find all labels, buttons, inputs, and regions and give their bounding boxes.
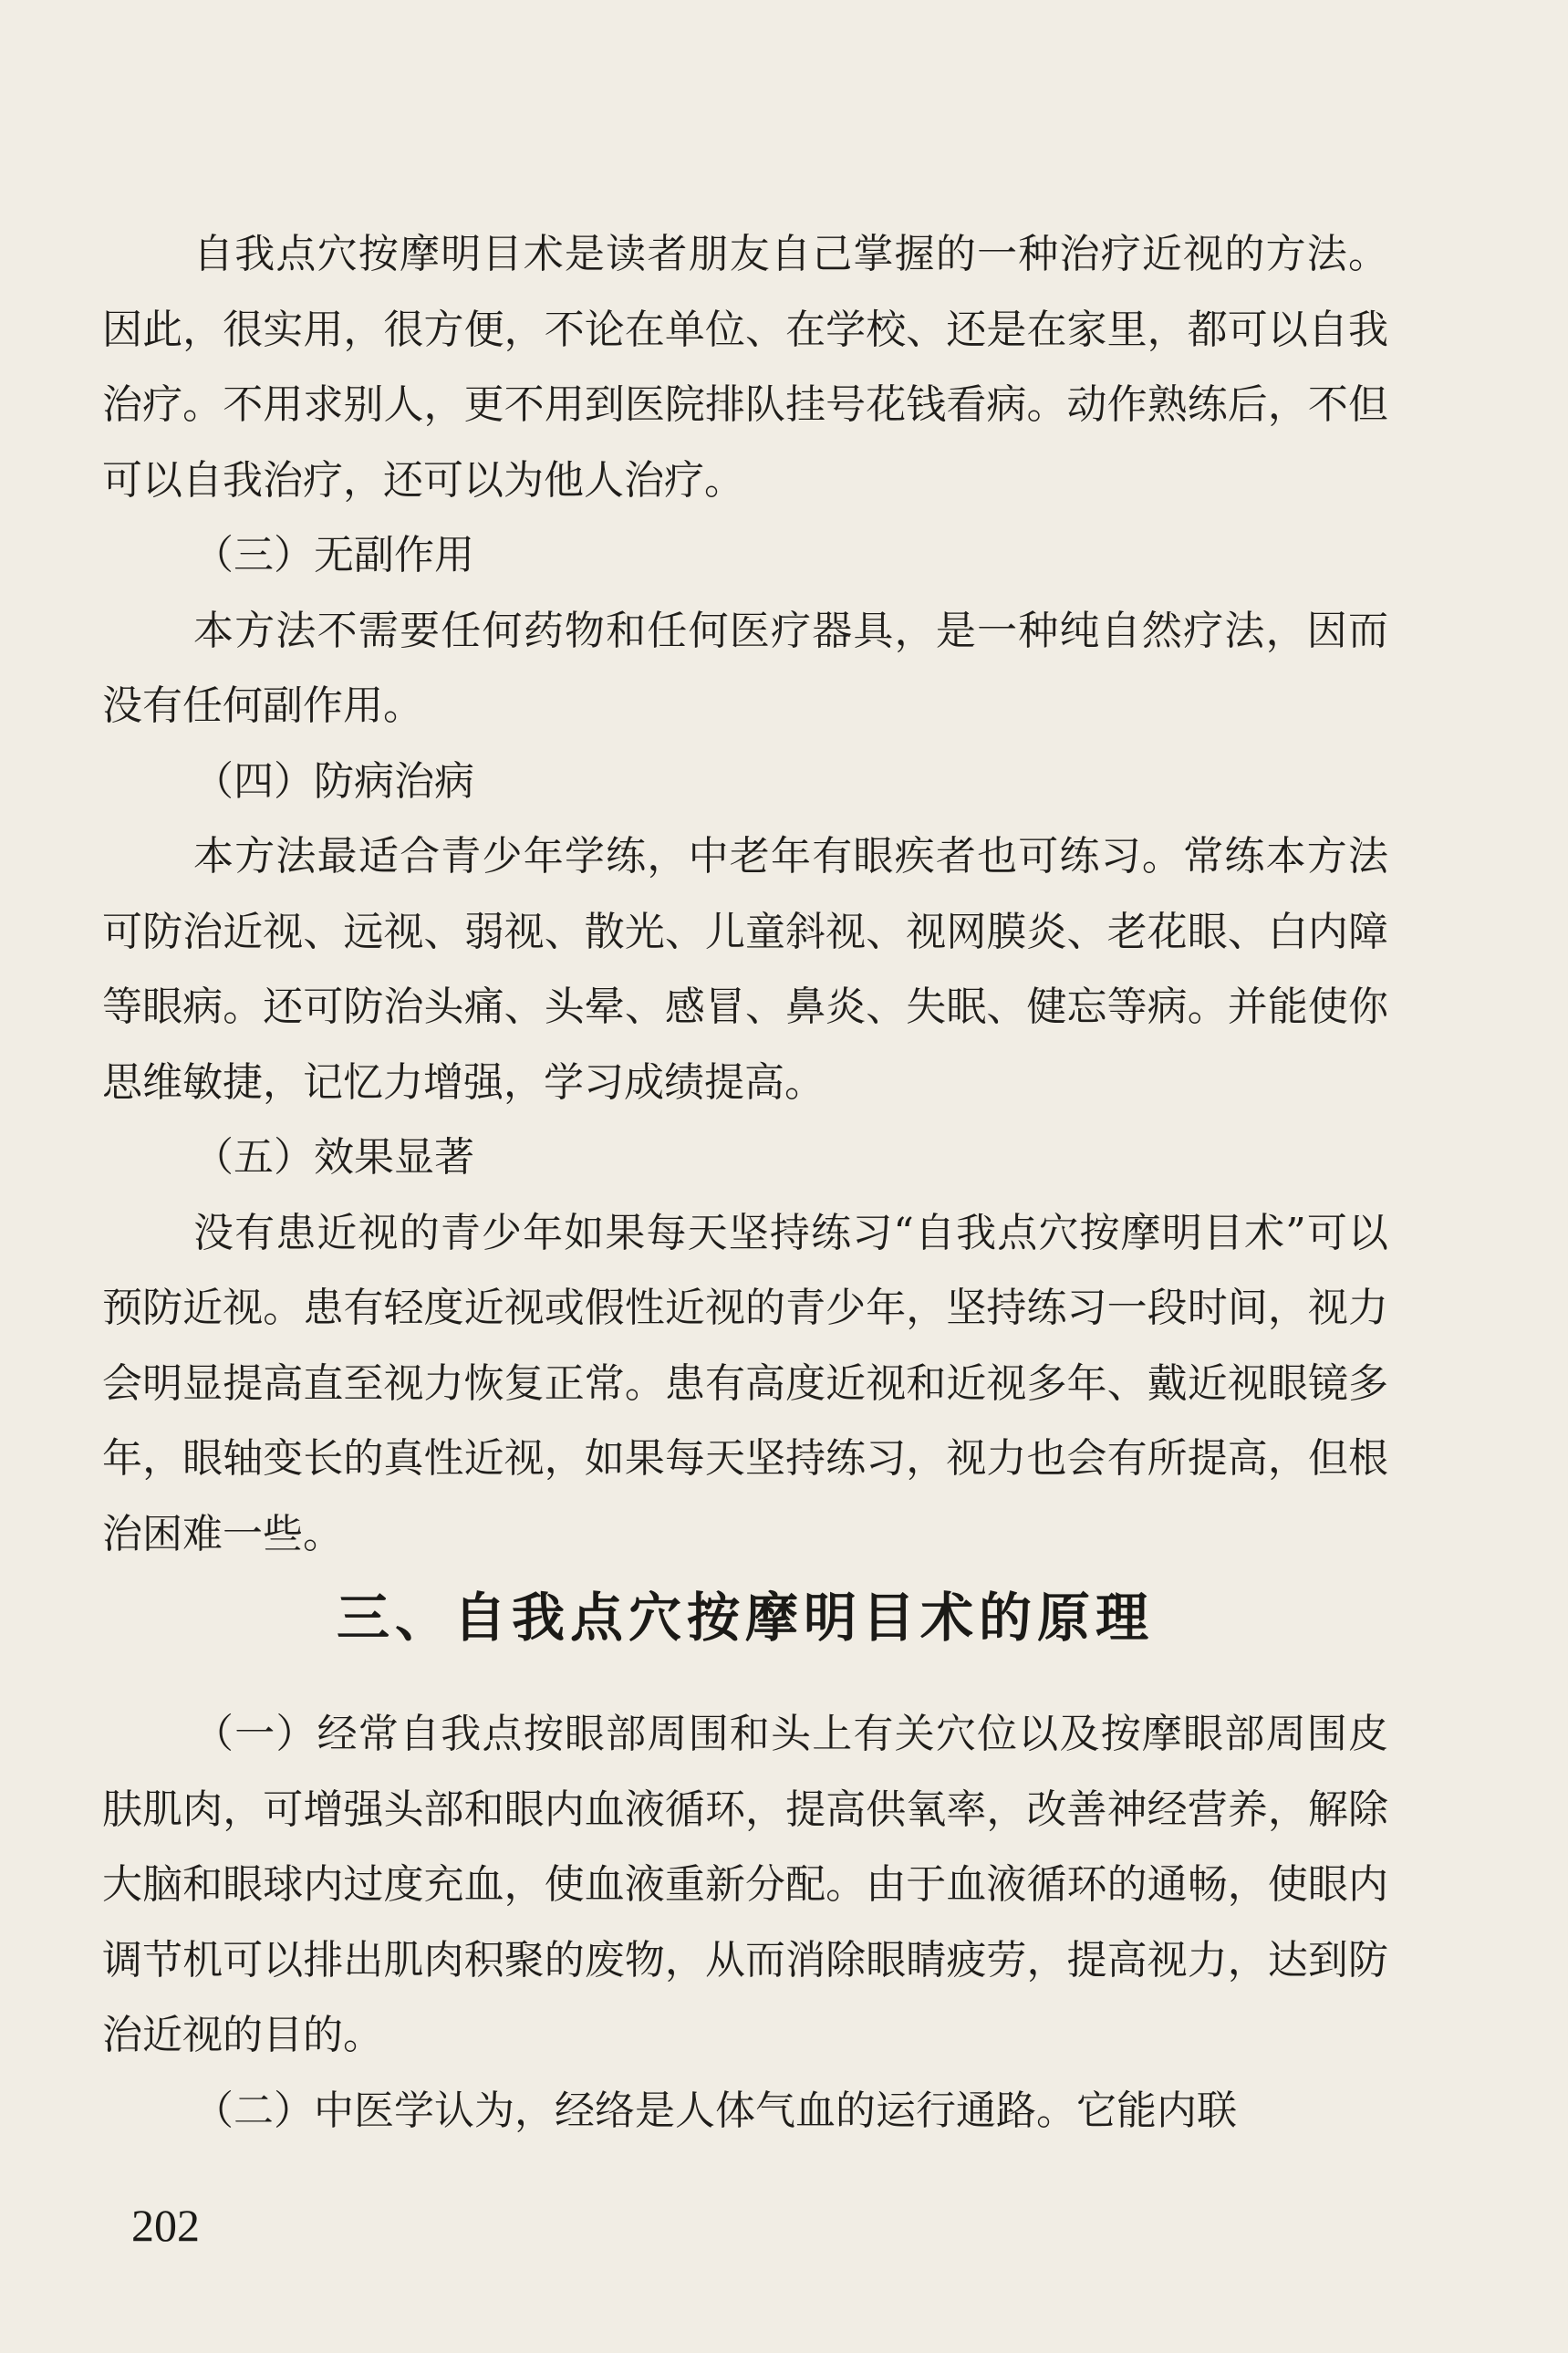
body-text-top [102, 217, 1388, 1572]
body-text-bottom [102, 1697, 1388, 2149]
paragraph: 自我点穴按摩明目术是读者朋友自己掌握的一种治疗近视的方法。因此，很实用，很方便，不论在单位、在学校、还是在家里，都可以自我治疗。不用求别人，更不用到医院排队挂号花钱看病。动作熟练后，不但可以自我治疗，还可以为他人治疗。 [102, 231, 1388, 504]
subheading: （三）无副作用 [193, 532, 474, 578]
page-number: 202 [131, 2200, 200, 2251]
paragraph: 没有患近视的青少年如果每天坚持练习“自我点穴按摩明目术”可以预防近视。患有轻度近视或假性近视的青少年，坚持练习一段时间，视力会明显提高直至视力恢复正常。患有高度近视和近视多年、戴近视眼镜多年，眼轴变长的真性近视，如果每天坚持练习，视力也会有所提高，但根治困难一些。 [102, 1209, 1388, 1557]
paragraph: 本方法最适合青少年学练，中老年有眼疾者也可练习。常练本方法可防治近视、远视、弱视、散光、儿童斜视、视网膜炎、老花眼、白内障等眼病。还可防治头痛、头晕、感冒、鼻炎、失眠、健忘等病。并能使你思维敏捷，记忆力增强，学习成绩提高。 [102, 833, 1388, 1106]
subheading: （四）防病治病 [193, 757, 474, 805]
paragraph: 本方法不需要任何药物和任何医疗器具，是一种纯自然疗法，因而没有任何副作用。 [102, 607, 1388, 729]
paragraph: （二）中医学认为，经络是人体气血的运行通路。它能内联 [193, 2087, 1237, 2134]
subheading: （五）效果显著 [193, 1134, 474, 1181]
paragraph: （一）经常自我点按眼部周围和头上有关穴位以及按摩眼部周围皮肤肌肉，可增强头部和眼内血液循环，提高供氧率，改善神经营养，解除大脑和眼球内过度充血，使血液重新分配。由于血液循环的通畅，使眼内调节机可以排出肌肉积聚的废物，从而消除眼睛疲劳，提高视力，达到防治近视的目的。 [102, 1711, 1388, 2058]
section-heading: 三、自我点穴按摩明目术的原理 [336, 1587, 1154, 1649]
